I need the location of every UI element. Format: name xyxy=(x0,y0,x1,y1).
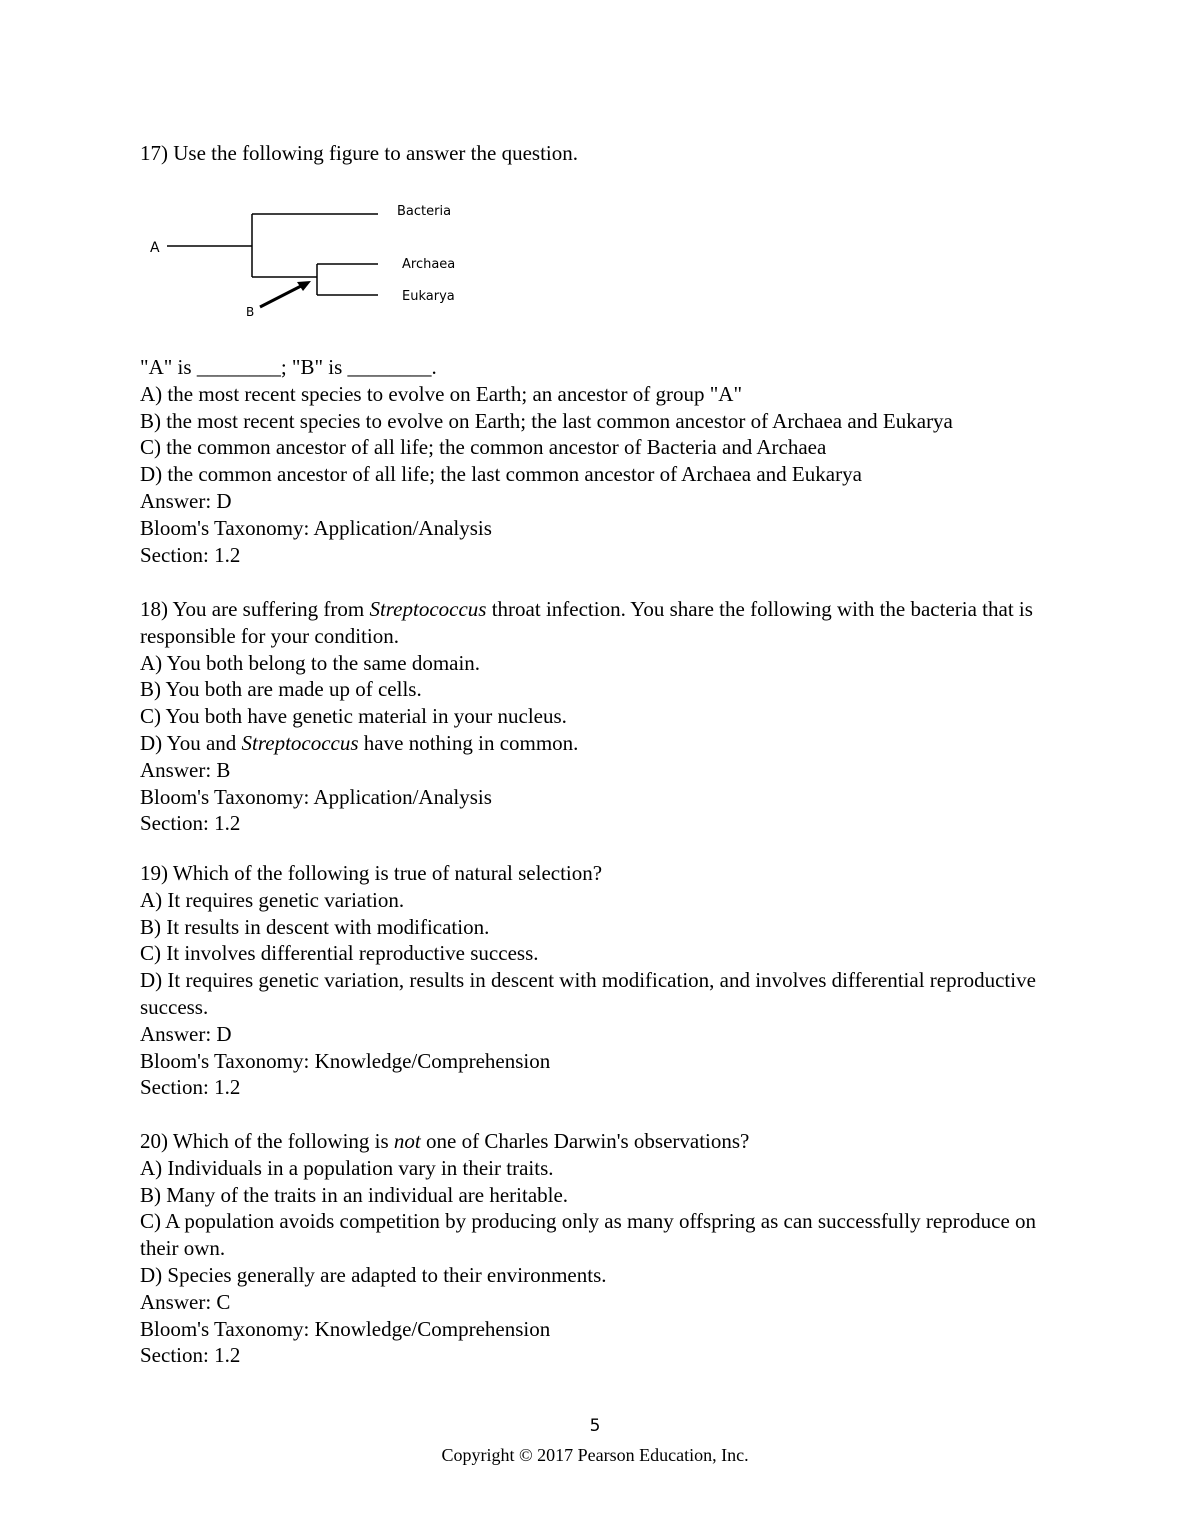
choice-a: A) the most recent species to evolve on Earth; an ancestor of group "A" xyxy=(140,381,743,406)
bloom-taxonomy: Bloom's Taxonomy: Application/Analysis xyxy=(140,784,492,809)
question-number: 17) xyxy=(140,141,168,165)
page-number: 5 xyxy=(589,1416,601,1436)
answer: Answer: D xyxy=(140,1021,232,1046)
choice-d-text: D) You and xyxy=(140,730,242,755)
label-bacteria: Bacteria xyxy=(397,204,452,219)
question-number: 18) xyxy=(140,597,168,621)
stem-text-after: one of Charles Darwin's observations? xyxy=(420,1129,750,1153)
section: Section: 1.2 xyxy=(140,1343,241,1368)
phylogenetic-tree-figure xyxy=(140,190,480,330)
bloom-taxonomy: Bloom's Taxonomy: Knowledge/Comprehension xyxy=(140,1316,551,1341)
bloom-taxonomy: Bloom's Taxonomy: Knowledge/Comprehension xyxy=(140,1048,551,1073)
label-a: A xyxy=(150,240,160,256)
stem-italic: not xyxy=(393,1129,421,1153)
choice-d xyxy=(140,730,1060,757)
question-number: 20) xyxy=(140,1129,168,1153)
answer: Answer: D xyxy=(140,488,232,513)
choice-d-text-after: have nothing in common. xyxy=(358,730,579,755)
choice-d: D) It requires genetic variation, results in descent with modification, and involves differential reproductive success. xyxy=(140,968,1036,1019)
arrow-shaft xyxy=(260,285,303,307)
question-17 xyxy=(140,140,1060,167)
bloom-taxonomy: Bloom's Taxonomy: Application/Analysis xyxy=(140,515,492,540)
question-20 xyxy=(140,1128,1060,1369)
choice-d: D) Species generally are adapted to their environments. xyxy=(140,1262,607,1287)
stem-text: You are suffering from xyxy=(172,597,370,621)
stem-text: Use the following figure to answer the question. xyxy=(173,141,578,165)
choice-c: C) the common ancestor of all life; the common ancestor of Bacteria and Archaea xyxy=(140,435,827,460)
stem-italic: Streptococcus xyxy=(369,597,487,621)
choice-a: A) It requires genetic variation. xyxy=(140,887,405,912)
question-stem xyxy=(140,1128,1060,1155)
section: Section: 1.2 xyxy=(140,811,241,836)
stem-text-after: throat infection. You share the following with the bacteria that is responsible for your condition. xyxy=(140,597,1033,648)
choice-a: A) You both belong to the same domain. xyxy=(140,650,481,675)
choice-d-italic: Streptococcus xyxy=(241,730,359,755)
label-b: B xyxy=(246,305,255,319)
section: Section: 1.2 xyxy=(140,542,241,567)
question-stem xyxy=(140,596,1060,650)
choice-c: C) It involves differential reproductive success. xyxy=(140,941,539,966)
choice-a: A) Individuals in a population vary in their traits. xyxy=(140,1155,554,1180)
choice-c: C) You both have genetic material in your nucleus. xyxy=(140,704,567,729)
stem-text: Which of the following is xyxy=(172,1129,394,1153)
stem-text: Which of the following is true of natural selection? xyxy=(172,861,603,885)
question-stem xyxy=(140,860,1060,887)
label-eukarya: Eukarya xyxy=(402,289,455,304)
question-17-body xyxy=(140,354,1060,568)
choice-b: B) the most recent species to evolve on Earth; the last common ancestor of Archaea and Eukarya xyxy=(140,408,953,433)
choice-b: B) Many of the traits in an individual are heritable. xyxy=(140,1182,569,1207)
fill-in-prompt: "A" is ________; "B" is ________. xyxy=(140,355,437,379)
copyright-notice: Copyright © 2017 Pearson Education, Inc. xyxy=(441,1445,749,1465)
choice-b: B) You both are made up of cells. xyxy=(140,677,422,702)
answer: Answer: B xyxy=(140,757,231,782)
question-number: 19) xyxy=(140,861,168,885)
question-19 xyxy=(140,860,1060,1101)
choice-b: B) It results in descent with modification. xyxy=(140,914,490,939)
label-archaea: Archaea xyxy=(402,257,456,272)
section: Section: 1.2 xyxy=(140,1075,241,1100)
answer: Answer: C xyxy=(140,1289,231,1314)
choice-c: C) A population avoids competition by producing only as many offspring as can successfully reproduce on their own. xyxy=(140,1209,1037,1261)
question-stem xyxy=(140,140,1060,167)
question-18 xyxy=(140,596,1060,837)
choice-d: D) the common ancestor of all life; the last common ancestor of Archaea and Eukarya xyxy=(140,462,862,487)
